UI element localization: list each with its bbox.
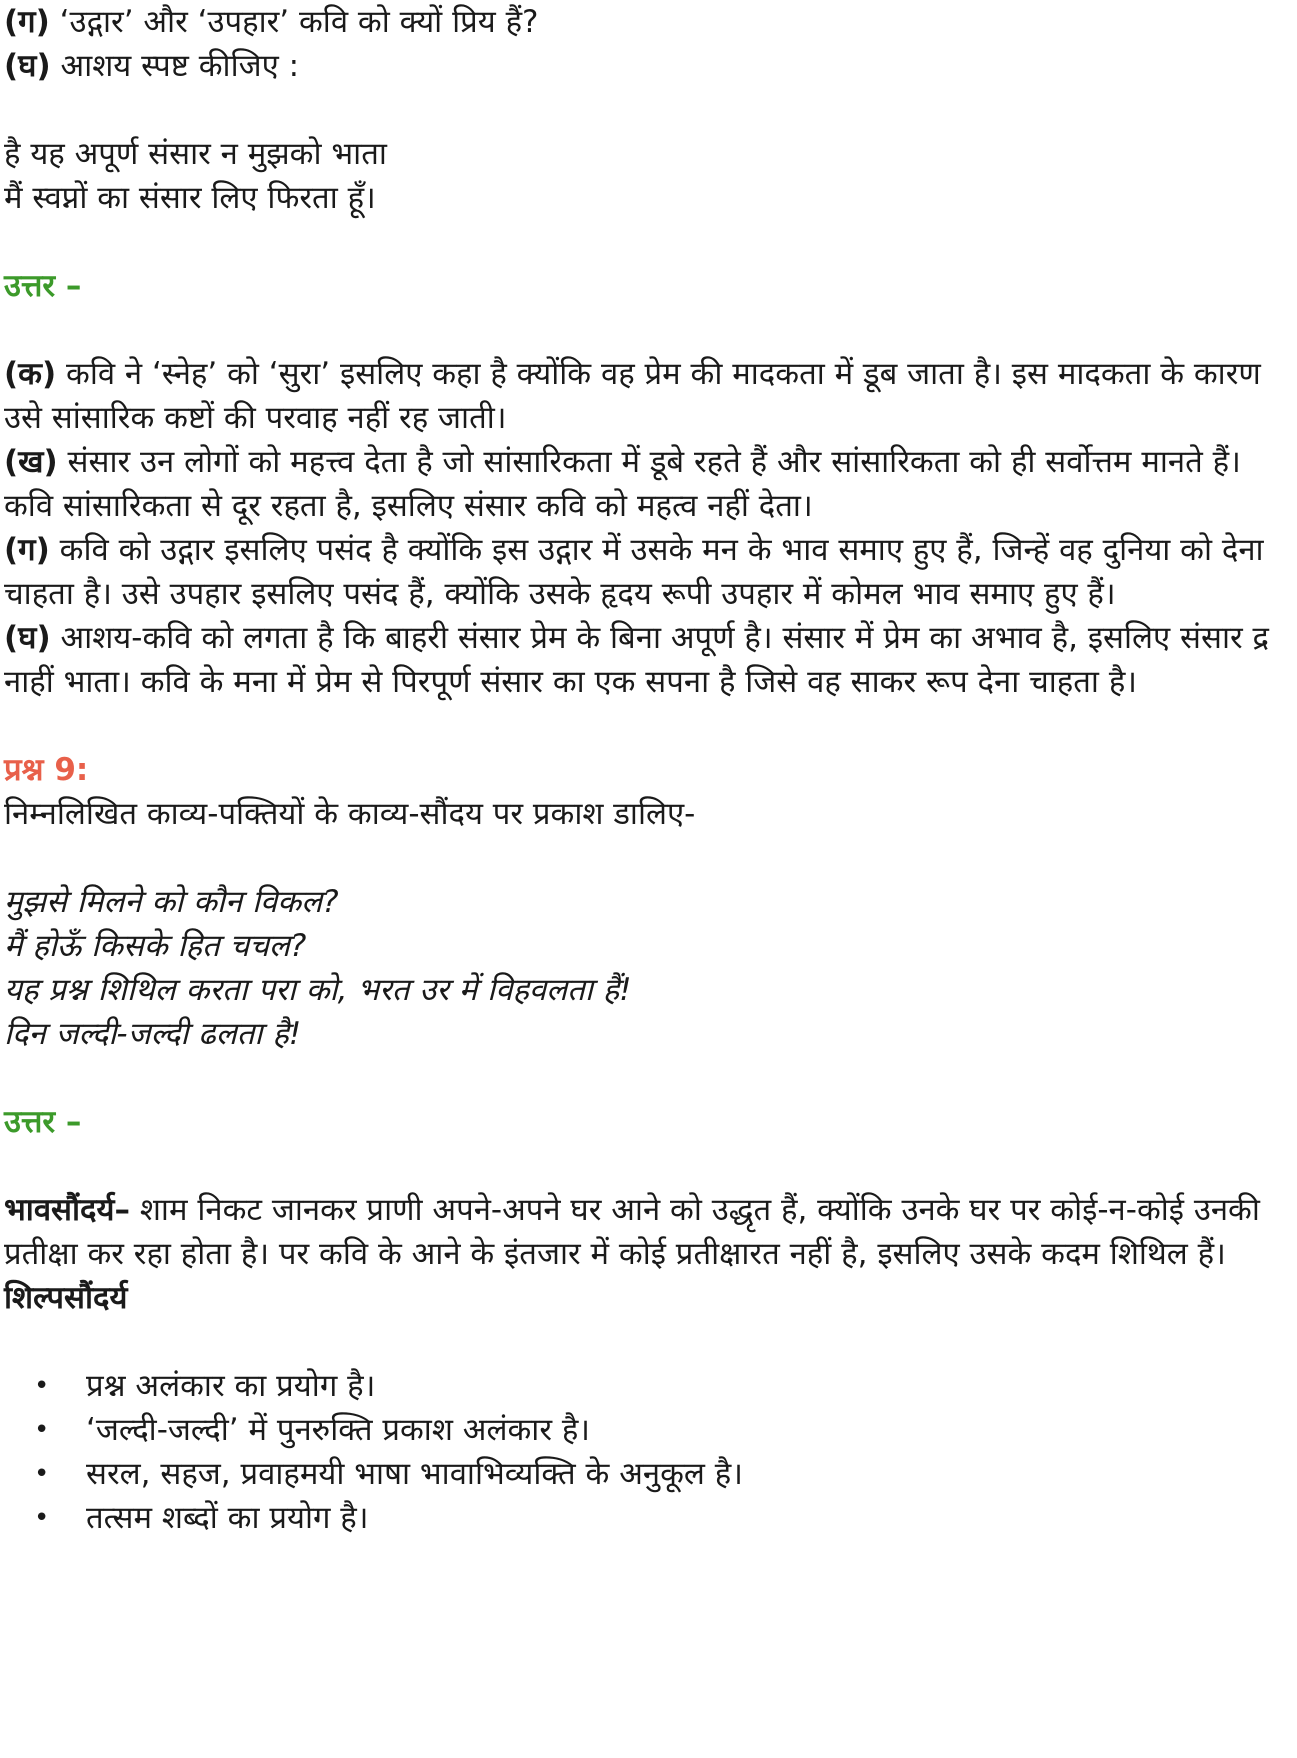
- question-gha-label: (घ): [4, 48, 51, 84]
- answer-gha-label: (घ): [4, 620, 51, 656]
- answer-ga: [4, 528, 1289, 616]
- question-9-text: निम्नलिखित काव्य-पक्तियों के काव्य-सौंदय पर प्रकाश डालिए-: [4, 796, 696, 832]
- spacer: [4, 88, 1289, 132]
- bhav-saundarya-label: भावसौंदर्य–: [4, 1192, 130, 1228]
- list-item-text: प्रश्न अलंकार का प्रयोग है।: [86, 1368, 376, 1404]
- question-ga-label: (ग): [4, 4, 50, 40]
- bullet-icon: •: [34, 1415, 50, 1445]
- list-item: [34, 1364, 1289, 1408]
- question-ga-text: ‘उद्गार’ और ‘उपहार’ कवि को क्यों प्रिय हैं?: [49, 4, 539, 40]
- bullet-icon: •: [34, 1503, 50, 1533]
- question-gha: [4, 44, 1289, 88]
- poem1-line: है यह अपूर्ण संसार न मुझको भाता: [4, 136, 387, 172]
- answer-kha: [4, 440, 1289, 528]
- answer-ka: [4, 352, 1289, 440]
- list-item: [34, 1452, 1289, 1496]
- spacer: [4, 308, 1289, 352]
- answer-ka-text: कवि ने ‘स्नेह’ को ‘सुरा’ इसलिए कहा है क्योंकि वह प्रेम की मादकता में डूब जाता है। इस मादकता के कारण उसे सांसारिक कष्टों की परवाह नहीं रह जाती।: [4, 356, 1261, 436]
- answer-ga-label: (ग): [4, 532, 50, 568]
- question-ga: [4, 0, 1289, 44]
- answer-ga-text: कवि को उद्गार इसलिए पसंद है क्योंकि इस उद्गार में उसके मन के भाव समाए हुए हैं, जिन्हें वह दुनिया को देना चाहता है। उसे उपहार इसलिए पसंद हैं, क्योंकि उसके हृदय रूपी उपहार में कोमल भाव समाए हुए हैं।: [4, 532, 1264, 612]
- bhav-saundarya-text: शाम निकट जानकर प्राणी अपने-अपने घर आने को उद्धृत हैं, क्योंकि उनके घर पर कोई-न-कोई उनकी प्रतीक्षा कर रहा होता है। पर कवि के आने के इंतजार में कोई प्रतीक्षारत नहीं है, इसलिए उसके कदम शिथिल हैं।: [4, 1192, 1260, 1272]
- shilp-points-list: [4, 1364, 1289, 1540]
- list-item-text: तत्सम शब्दों का प्रयोग है।: [86, 1500, 369, 1536]
- spacer: [4, 220, 1289, 264]
- poem1-line: मैं स्वप्नों का संसार लिए फिरता हूँ।: [4, 180, 376, 216]
- shilp-saundarya-heading: शिल्पसौंदर्य: [4, 1280, 128, 1316]
- spacer: [4, 1056, 1289, 1100]
- answer-gha-text: आशय-कवि को लगता है कि बाहरी संसार प्रेम के बिना अपूर्ण है। संसार में प्रेम का अभाव है, इसलिए संसार द्र नाहीं भाता। कवि के मना में प्रेम से पिरपूर्ण संसार का एक सपना है जिसे वह साकर रूप देना चाहता है।: [4, 620, 1269, 700]
- list-item: [34, 1408, 1289, 1452]
- answer-kha-text: संसार उन लोगों को महत्त्व देता है जो सांसारिकता में डूबे रहते हैं और सांसारिकता को ही सर्वोत्तम मानते हैं। कवि सांसारिकता से दूर रहता है, इसलिए संसार कवि को महत्व नहीं देता।: [4, 444, 1241, 524]
- poem2-line: दिन जल्दी-जल्दी ढलता है!: [4, 1016, 302, 1052]
- poem2-line: मैं होऊँ किसके हित चचल?: [4, 928, 307, 964]
- answer-gha: [4, 616, 1289, 704]
- list-item: [34, 1496, 1289, 1540]
- bhav-saundarya: [4, 1188, 1289, 1276]
- spacer: [4, 1144, 1289, 1188]
- poem2-line: मुझसे मिलने को कौन विकल?: [4, 884, 339, 920]
- spacer: [4, 704, 1289, 748]
- list-item-text: ‘जल्दी-जल्दी’ में पुनरुक्ति प्रकाश अलंकार है।: [86, 1412, 591, 1448]
- spacer: [4, 836, 1289, 880]
- answer-heading: उत्तर –: [4, 268, 82, 304]
- answer-kha-label: (ख): [4, 444, 58, 480]
- list-item-text: सरल, सहज, प्रवाहमयी भाषा भावाभिव्यक्ति के अनुकूल है।: [86, 1456, 743, 1492]
- answer-heading: उत्तर –: [4, 1104, 82, 1140]
- poem2-line: यह प्रश्न शिथिल करता परा को, भरत उर में विहवलता हैं!: [4, 972, 632, 1008]
- bullet-icon: •: [34, 1371, 50, 1401]
- question-9-heading: प्रश्न 9:: [4, 752, 89, 788]
- spacer: [4, 1320, 1289, 1364]
- answer-ka-label: (क): [4, 356, 57, 392]
- bullet-icon: •: [34, 1459, 50, 1489]
- question-gha-text: आशय स्पष्ट कीजिए :: [50, 48, 300, 84]
